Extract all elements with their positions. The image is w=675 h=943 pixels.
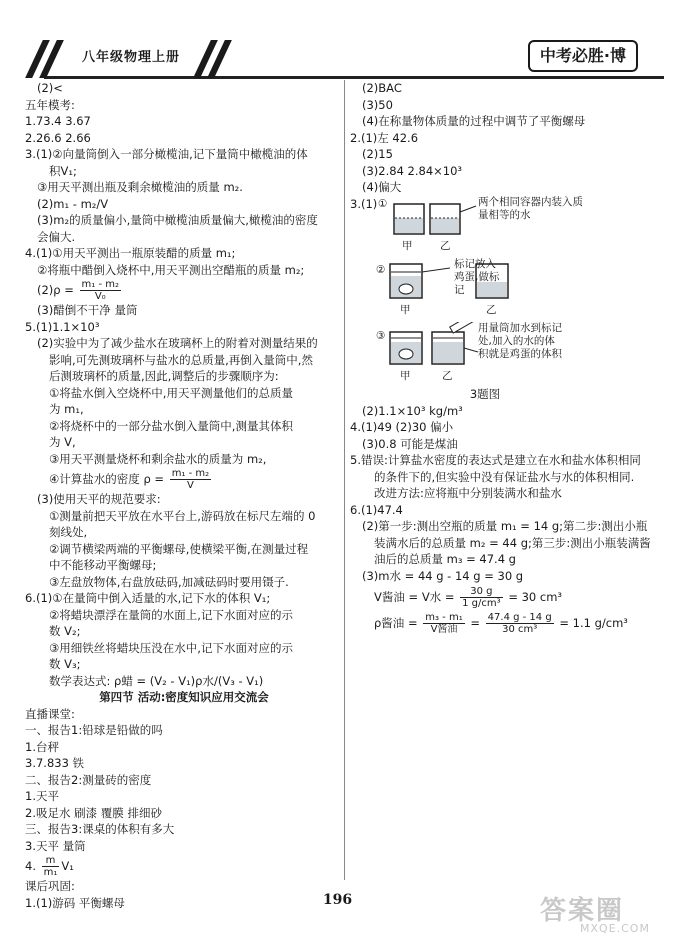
numerator: 47.4 g - 14 g [487,612,552,623]
formula-line [25,467,343,491]
column-divider [344,80,345,880]
answer-line: (2)m₁ - m₂/V [37,196,109,211]
answer-line: 6.(1)①在量筒中倒入适量的水,记下水的体积 V₁; [25,591,271,605]
answer-line: 3.7.833 铁 [25,756,85,770]
answer-line: 三、报告3:课桌的体积有多大 [25,822,175,836]
answer-line: 1.台秤 [25,739,59,754]
answer-line: ②将蜡块漂浮在量筒的水面上,记下水面对应的示 [49,607,293,622]
answer-line: 后测玻璃杯的质量,因此,调整后的步骤顺序为: [49,369,279,383]
formula-line [350,610,670,636]
answer-line: 3.天平 量筒 [25,838,86,853]
answer-line: (3)m₂的质量偏小,量筒中橄榄油质量偏大,橄榄油的密度 [37,213,318,227]
answer-line: 数学表达式: ρ蜡 = (V₂ - V₁)ρ水/(V₃ - V₁) [49,673,264,688]
fraction [423,612,464,635]
formula-text: ④计算盐水的密度 ρ = [49,472,165,486]
label-jia: 甲 [400,304,411,316]
formula-text: 4. [25,859,36,873]
denominator: 30 cm³ [502,624,538,635]
formula-text: ρ酱油 = [374,616,418,630]
numerator: m₃ - m₁ [425,612,463,623]
answer-line: (3)2.84 2.84×10³ [362,163,463,178]
answer-line: 装满水后的总质量 m₂ = 44 g;第三步:测出小瓶装满酱 [374,535,651,550]
answer-line: (4)在称量物体质量的过程中调节了平衡螺母 [362,114,586,128]
answer-line: 油后的总质量 m₃ = 47.4 g [374,552,516,566]
answer-line: (3)使用天平的规范要求: [37,492,161,506]
formula-text: = 30 cm³ [508,590,563,604]
section-label: 直播课堂: [25,706,75,721]
figure-note: 标记放入鸡蛋,做标记 [454,258,500,296]
answer-line: 二、报告2:测量砖的密度 [25,772,152,787]
answer-line: 1.(1)游码 平衡螺母 [25,895,125,910]
answer-line: 4.(1)49 (2)30 偏小 [350,420,454,434]
answer-line: 3.(1) [350,196,378,211]
series-title: 中考必胜·博 [528,40,638,72]
figure-drawing [350,258,670,322]
denominator: V [187,480,194,491]
section-heading: 第四节 活动:密度知识应用交流会 [99,690,269,704]
formula-text: (2)ρ = [37,283,74,297]
answer-line: ③用细铁丝将蜡块压没在水中,记下水面对应的示 [49,640,293,655]
answer-line: 6.(1)47.4 [350,502,403,517]
formula-tail: V₁ [61,859,74,873]
step-number: ② [376,264,386,276]
answer-line: 2.26.6 2.66 [25,130,91,145]
label-yi: 乙 [440,240,451,252]
step-number: ① [378,198,388,210]
label-jia: 甲 [400,370,411,382]
section-label: 课后巩固: [25,879,75,893]
answer-line: ③左盘放物体,右盘放砝码,加减砝码时要用镊子. [49,574,289,589]
answer-line: 为 V, [49,435,76,449]
formula-line [25,278,343,302]
formula-text: = 1.1 g/cm³ [559,616,628,630]
answer-line: ②将烧杯中的一部分盐水倒入量筒中,测量其体积 [49,418,293,433]
formula-text: V酱油 = V水 = [374,590,455,604]
answer-line: 数 V₃; [49,657,81,671]
answer-line: (2)BAC [362,81,402,95]
numerator: m₁ - m₂ [171,468,210,479]
fraction [486,612,554,635]
figure-note: 用量筒加水到标记处,加入的水的体积就是鸡蛋的体积 [478,322,562,360]
figure-caption: 3题图 [469,387,501,401]
answer-line: ③用天平测量烧杯和剩余盐水的质量为 m₂, [49,451,267,466]
numerator: m₁ - m₂ [81,279,120,290]
answer-line: 数 V₂; [49,624,81,638]
answer-line: 积V₁; [49,163,77,178]
formula-line [25,854,343,878]
watermark-url: MXQE.COM [580,922,650,935]
answer-line: (2)第一步:测出空瓶的质量 m₁ = 14 g;第二步:测出小瓶 [362,519,648,533]
fraction [170,468,211,491]
denominator: V酱油 [430,624,458,635]
fraction [80,279,121,302]
fraction [42,855,60,878]
figure-step-2 [350,258,670,322]
figure-note: 两个相同容器内装入质量相等的水 [478,196,583,221]
fraction [460,586,503,609]
numerator: 30 g [460,586,503,598]
answer-line: (3)醋倒不干净 量筒 [37,303,138,317]
right-column [350,80,670,636]
label-jia: 甲 [402,240,413,252]
page-header [14,32,664,80]
answer-line: 2.(1)左 42.6 [350,130,419,145]
answer-line: (4)偏大 [362,180,402,194]
denominator: m₁ [43,867,58,878]
answer-line: 为 m₁, [49,402,84,416]
step-number: ③ [376,330,386,342]
section-label: 五年模考: [25,97,75,112]
figure-step-1 [350,196,670,258]
answer-line: 5.(1)1.1×10³ [25,319,100,334]
label-yi: 乙 [486,304,497,316]
answer-line: 2.吸足水 刷漆 覆膜 排细砂 [25,805,162,820]
denominator: V₀ [94,291,106,302]
answer-line: 影响,可先测玻璃杯与盐水的总质量,再倒入量筒中,然 [49,352,313,367]
left-column [25,80,343,911]
answer-line: ②调节横梁两端的平衡螺母,使横梁平衡,在测量过程 [49,541,309,556]
answer-line: (2)实验中为了减少盐水在玻璃杯上的附着对测量结果的 [37,336,318,350]
answer-line: 3.(1)②向量筒倒入一部分橄榄油,记下量筒中橄榄油的体 [25,147,308,161]
answer-line: 1.天平 [25,789,59,803]
answer-line: (3)50 [362,97,393,112]
answer-line: 1.73.4 3.67 [25,114,91,128]
answer-line: ③用天平测出瓶及剩余橄榄油的质量 m₂. [37,180,243,194]
answer-line: (3)0.8 可能是煤油 [362,436,458,451]
answer-line: 5.错误:计算盐水密度的表达式是建立在水和盐水体积相同 [350,453,641,467]
answer-line: 的条件下的,但实验中没有保证盐水与水的体积相同. [374,469,635,484]
formula-text: = [470,616,481,630]
book-title: 八年级物理上册 [82,50,181,65]
numerator: m [42,855,60,867]
answer-line: (3)m水 = 44 g - 14 g = 30 g [362,568,524,583]
answer-line: ②将瓶中醋倒入烧杯中,用天平测出空醋瓶的质量 m₂; [37,262,305,277]
page-number: 196 [322,892,353,908]
answer-line: (2)15 [362,147,393,161]
answer-line: (2)< [37,81,63,95]
answer-line: ①测量前把天平放在水平台上,游码放在标尺左端的 0 [49,508,316,523]
answer-line: 刻线处, [49,525,88,539]
answer-line: 一、报告1:铅球是铅做的吗 [25,723,163,737]
label-yi: 乙 [442,370,453,382]
watermark: 答案圈 [540,896,625,926]
formula-line [350,584,670,610]
answer-line: ①将盐水倒入空烧杯中,用天平测量他们的总质量 [49,385,293,400]
answer-line: 会偏大. [37,229,76,244]
denominator: 1 g/cm³ [462,598,501,609]
answer-line: 中不能移动平衡螺母; [49,558,157,572]
answer-line: 改进方法:应将瓶中分别装满水和盐水 [374,486,562,500]
answer-line: 4.(1)①用天平测出一瓶原装醋的质量 m₁; [25,246,236,260]
answer-line: (2)1.1×10³ kg/m³ [362,403,463,418]
figure-step-3 [350,322,670,386]
